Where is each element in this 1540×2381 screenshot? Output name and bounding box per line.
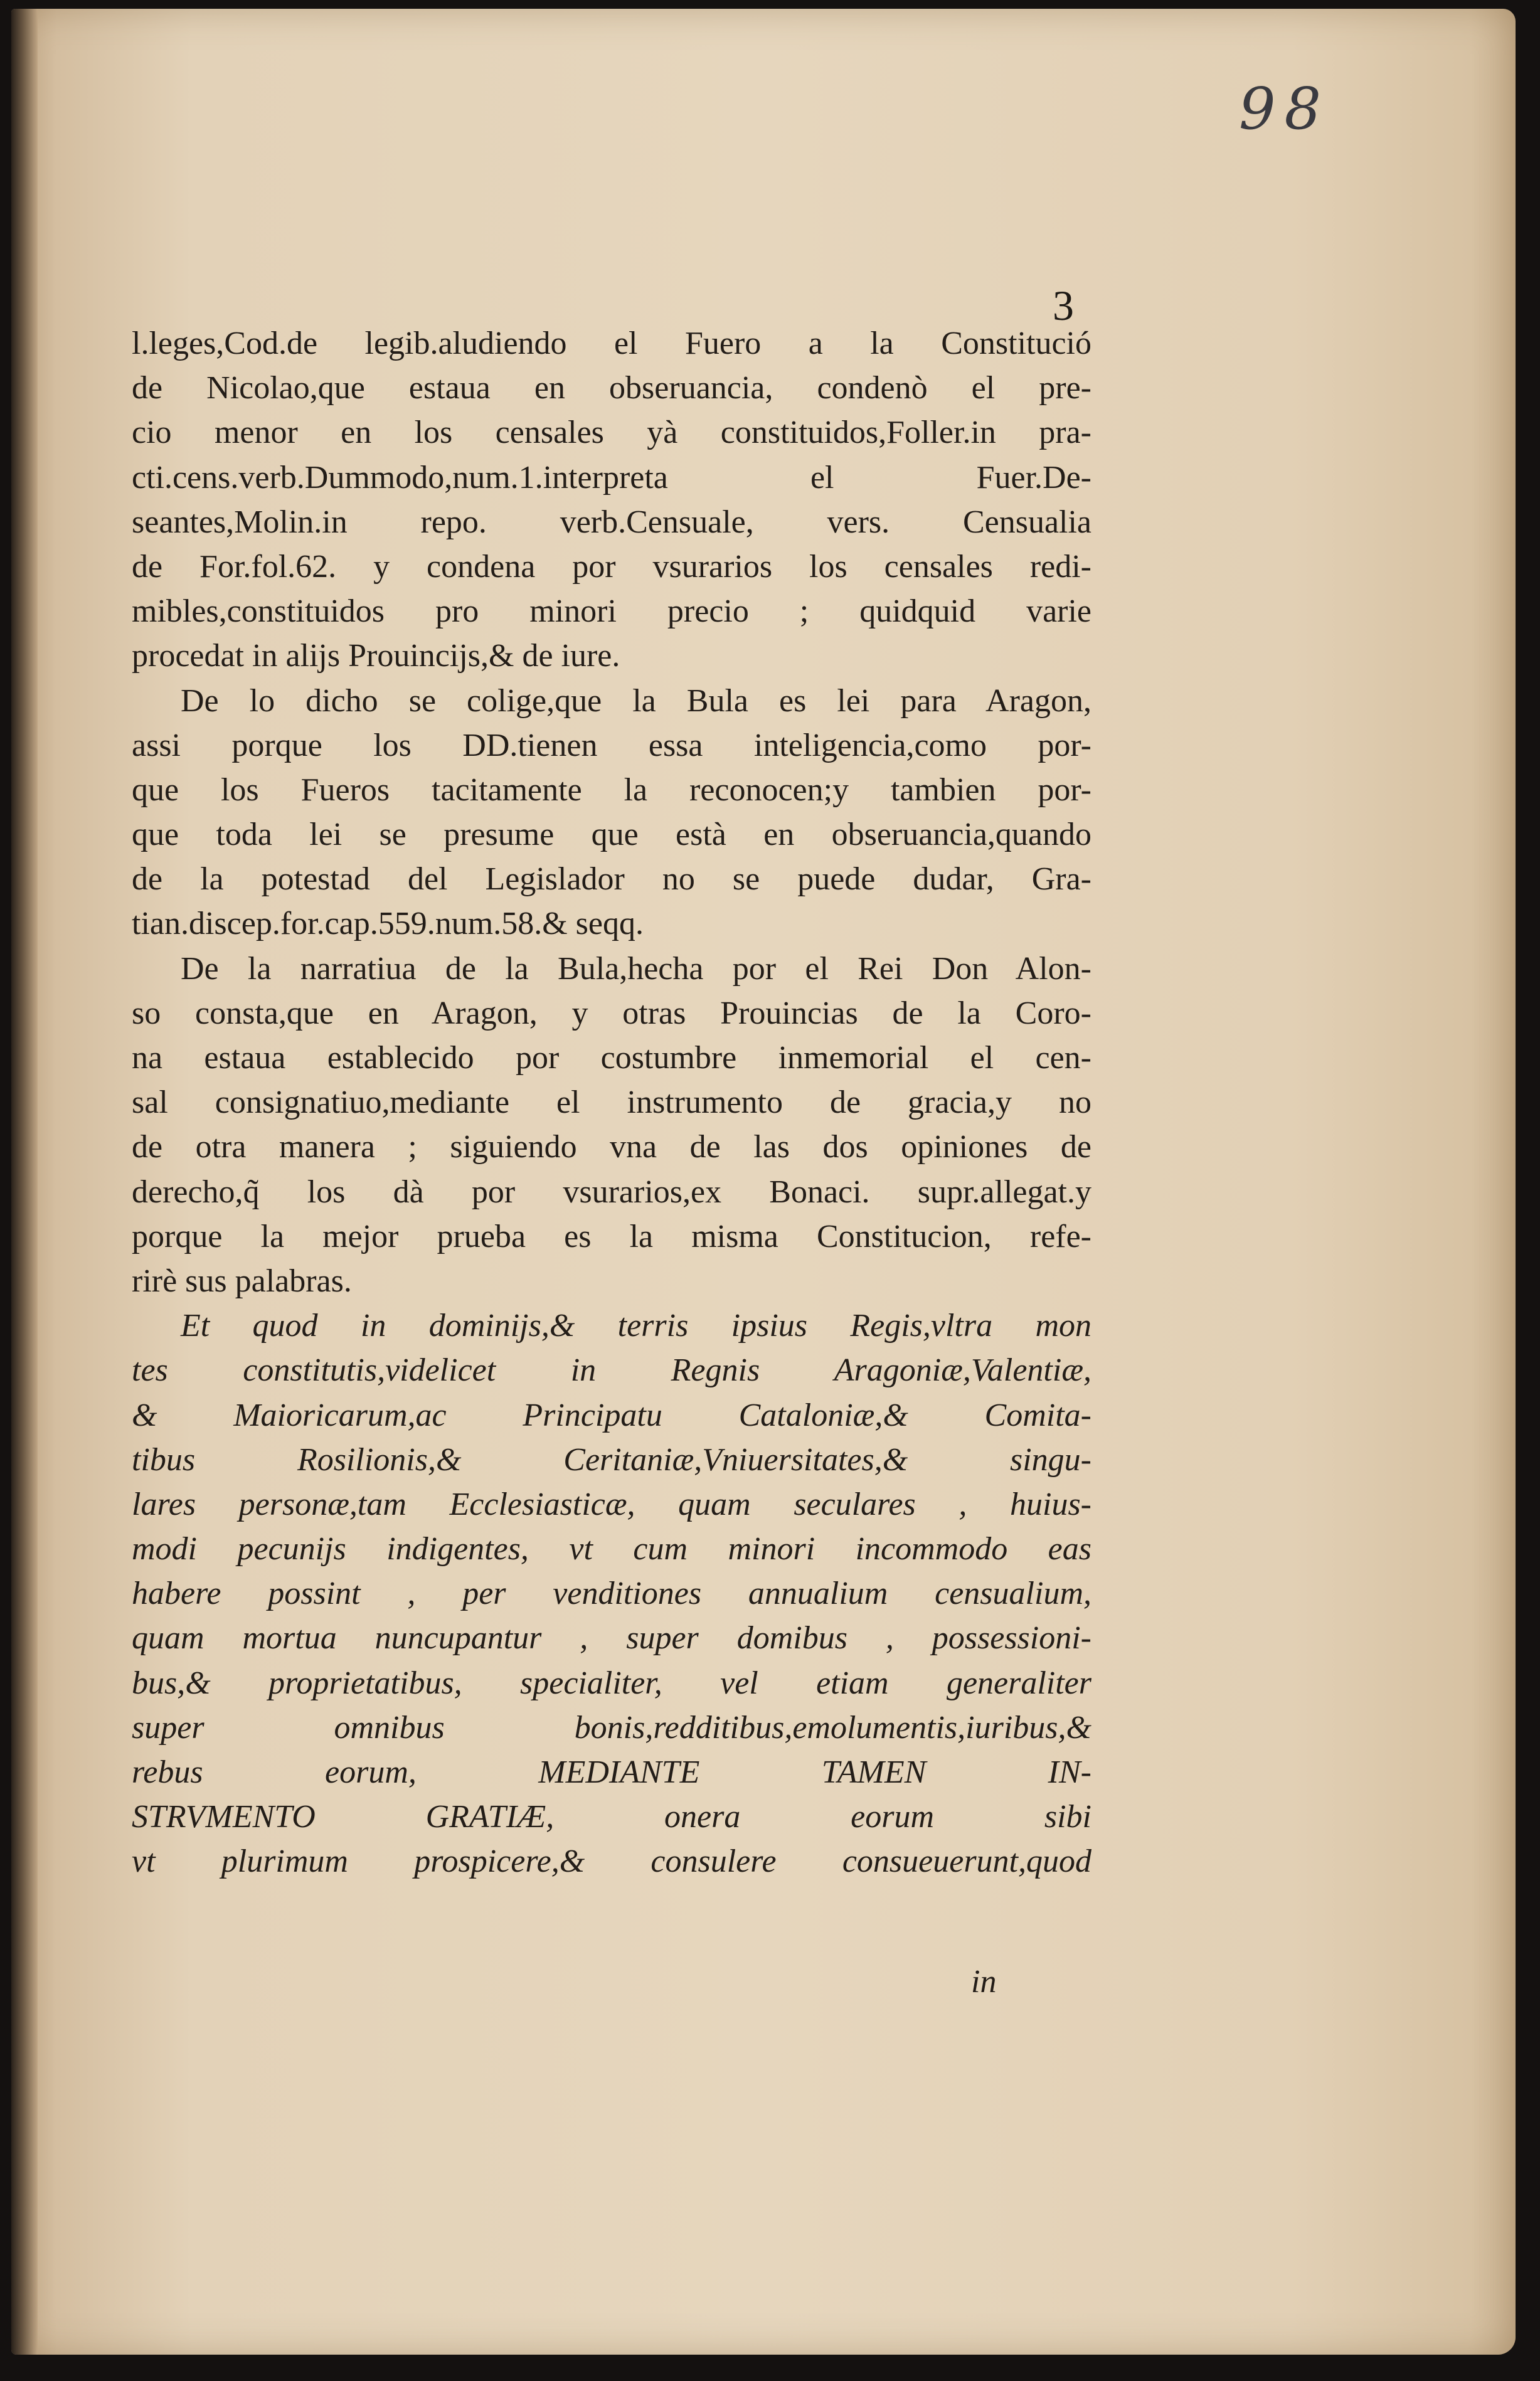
text-line: lares personæ,tam Ecclesiasticæ, quam seculares , huius-	[132, 1486, 1091, 1522]
text-line: mibles,constituidos pro minori precio ; quidquid varie	[132, 593, 1091, 630]
catchword: in	[971, 1964, 997, 2000]
text-line: vt plurimum prospicere,& consulere consueuerunt,quod	[132, 1843, 1091, 1880]
text-line: & Maioricarum,ac Principatu Cataloniæ,& Comita-	[132, 1397, 1091, 1433]
main-text-block	[132, 321, 1091, 1884]
text-line: STRVMENTO GRATIÆ, onera eorum sibi	[132, 1799, 1091, 1835]
text-line: habere possint , per venditiones annualium censualium,	[132, 1576, 1091, 1612]
text-line: tian.discep.for.cap.559.num.58.& seqq.	[132, 906, 644, 942]
text-line: rirè sus palabras.	[132, 1263, 352, 1299]
text-line: derecho,q̃ los dà por vsurarios,ex Bonaci. supr.allegat.y	[132, 1174, 1091, 1210]
text-line: assi porque los DD.tienen essa inteligencia,como por-	[132, 727, 1091, 763]
text-line: que los Fueros tacitamente la reconocen;y tambien por-	[132, 772, 1091, 808]
paragraph-2	[132, 679, 1091, 947]
text-line: so consta,que en Aragon, y otras Prouincias de la Coro-	[132, 995, 1091, 1031]
text-line: procedat in alijs Prouincijs,& de iure.	[132, 638, 620, 674]
text-line: tes constitutis,videlicet in Regnis Aragoniæ,Valentiæ,	[132, 1352, 1091, 1389]
text-line: porque la mejor prueba es la misma Constitucion, refe-	[132, 1218, 1091, 1254]
signature-mark: 3	[1053, 282, 1074, 329]
text-line: rebus eorum, MEDIANTE TAMEN IN-	[132, 1754, 1091, 1790]
text-line: de Nicolao,que estaua en obseruancia, condenò el pre-	[132, 370, 1091, 406]
folio-number: 98	[1239, 75, 1330, 142]
text-line: cti.cens.verb.Dummodo,num.1.interpreta el Fuer.De-	[132, 459, 1091, 496]
text-line: tibus Rosilionis,& Ceritaniæ,Vniuersitates,& singu-	[132, 1441, 1091, 1478]
text-line: que toda lei se presume que està en obseruancia,quando	[132, 817, 1091, 853]
text-line: de otra manera ; siguiendo vna de las dos opiniones de	[132, 1129, 1091, 1165]
text-line: cio menor en los censales yà constituidos,Foller.in pra-	[132, 415, 1091, 451]
paragraph-1	[132, 321, 1091, 679]
text-line: De la narratiua de la Bula,hecha por el Rei Don Alon-	[181, 950, 1091, 987]
text-line: modi pecunijs indigentes, vt cum minori incommodo eas	[132, 1531, 1091, 1567]
text-line: na estaua establecido por costumbre inmemorial el cen-	[132, 1040, 1091, 1076]
text-line: seantes,Molin.in repo. verb.Censuale, vers. Censualia	[132, 504, 1091, 540]
paragraph-3	[132, 947, 1091, 1304]
text-line: de For.fol.62. y condena por vsurarios los censales redi-	[132, 548, 1091, 585]
text-line: l.leges,Cod.de legib.aludiendo el Fuero a la Constitució	[132, 326, 1091, 361]
text-line: de la potestad del Legislador no se puede dudar, Gra-	[132, 861, 1091, 898]
binding-gutter	[11, 9, 38, 2355]
text-line: Et quod in dominijs,& terris ipsius Regis,vltra mon	[181, 1308, 1091, 1344]
text-line: bus,& proprietatibus, specialiter, vel etiam generaliter	[132, 1665, 1091, 1701]
paragraph-4-latin-quotation	[132, 1303, 1091, 1884]
text-line: De lo dicho se colige,que la Bula es lei para Aragon,	[181, 682, 1091, 719]
text-line: sal consignatiuo,mediante el instrumento de gracia,y no	[132, 1084, 1091, 1121]
text-line: quam mortua nuncupantur , super domibus , possessioni-	[132, 1620, 1091, 1657]
text-line: super omnibus bonis,redditibus,emolumentis,iuribus,&	[132, 1709, 1091, 1746]
